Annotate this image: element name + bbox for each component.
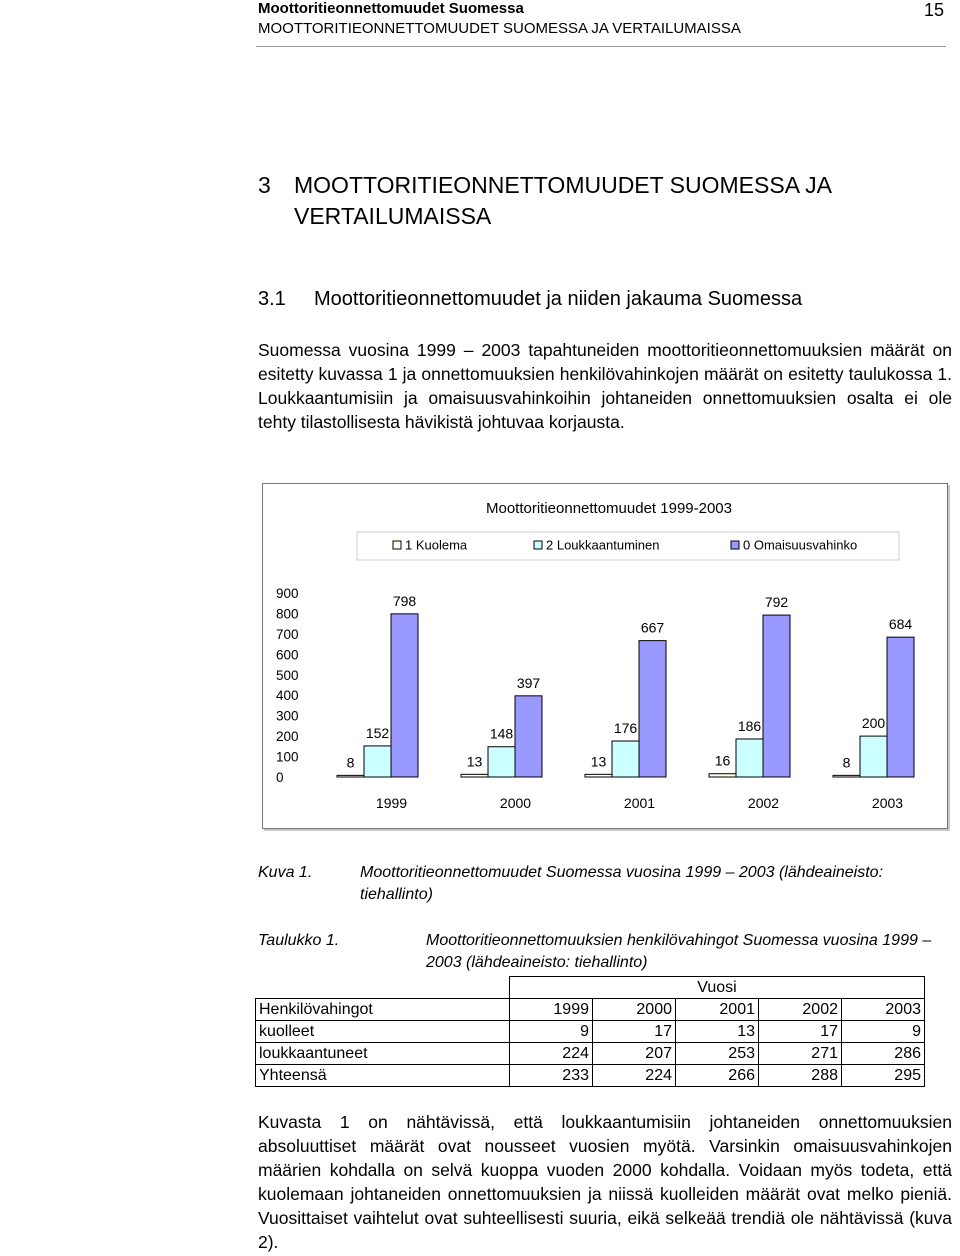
table-row-label: loukkaantuneet <box>256 1043 510 1065</box>
bar <box>364 746 391 777</box>
chapter-title-line2: VERTAILUMAISSA <box>294 203 492 229</box>
legend-label: 0 Omaisuusvahinko <box>743 537 858 553</box>
bar <box>860 736 887 777</box>
y-tick-label: 700 <box>276 626 299 642</box>
data-label: 186 <box>737 717 762 734</box>
table-cell: 17 <box>759 1021 842 1043</box>
page-header-subtitle: MOOTTORITIEONNETTOMUUDET SUOMESSA JA VERTAILUMAISSA <box>258 20 741 37</box>
bar <box>515 696 542 777</box>
data-label: 667 <box>640 619 665 636</box>
bar <box>736 739 763 777</box>
table-header-row <box>256 999 925 1021</box>
table-year-cell: 2003 <box>842 999 925 1021</box>
chapter-number: 3 <box>258 172 271 198</box>
x-tick-label: 2001 <box>623 795 656 811</box>
injury-table <box>255 976 925 1087</box>
x-tick-label: 2000 <box>499 795 532 811</box>
x-tick-label: 1999 <box>375 795 408 811</box>
section-heading <box>258 288 802 311</box>
table-cell: 271 <box>759 1043 842 1065</box>
bar <box>639 641 666 777</box>
header-rule <box>256 46 946 47</box>
y-tick-label: 0 <box>276 770 284 785</box>
y-tick-label: 600 <box>276 647 299 663</box>
table-row <box>256 1021 925 1043</box>
table-row-label: kuolleet <box>256 1021 510 1043</box>
page-number: 15 <box>924 0 945 20</box>
table-cell: 266 <box>676 1065 759 1087</box>
bar <box>461 774 488 777</box>
y-tick-label: 200 <box>276 729 299 745</box>
data-label: 16 <box>714 752 731 769</box>
intro-paragraph: Suomessa vuosina 1999 – 2003 tapahtuneiden moottoritieonnettomuuksien määrät on esitetty kuvassa 1 ja onnettomuuksien henkilövahinkojen määrät on esitetty taulukossa 1. Loukkaantumisiin ja omaisuusvahinkoihin johtaneiden onnettomuuksien osalta ei ole tehty tilastollisesta hävikistä johtuvaa korjausta. <box>258 340 952 432</box>
x-tick-label: 2003 <box>871 795 904 811</box>
table-cell: 288 <box>759 1065 842 1087</box>
table-cell: 233 <box>510 1065 593 1087</box>
y-tick-label: 500 <box>276 667 299 683</box>
page-header-title: Moottoritieonnettomuudet Suomessa <box>258 0 524 17</box>
chapter-title-line1: MOOTTORITIEONNETTOMUUDET SUOMESSA JA <box>294 172 832 198</box>
figure-caption-label: Kuva 1. <box>258 864 313 881</box>
section-title: Moottoritieonnettomuudet ja niiden jakauma Suomessa <box>314 288 803 310</box>
table-group-header: Vuosi <box>510 977 925 999</box>
table-row-header: Henkilövahingot <box>256 999 510 1021</box>
table-row-label: Yhteensä <box>256 1065 510 1087</box>
legend-swatch <box>731 541 739 549</box>
data-label: 792 <box>764 594 789 611</box>
table-year-cell: 1999 <box>510 999 593 1021</box>
data-label: 8 <box>346 754 355 771</box>
legend-swatch <box>393 541 401 549</box>
table-row <box>256 1043 925 1065</box>
data-label: 152 <box>365 724 390 741</box>
data-label: 200 <box>861 715 886 732</box>
section-number: 3.1 <box>258 288 286 310</box>
table-cell: 9 <box>842 1021 925 1043</box>
table-cell: 207 <box>593 1043 676 1065</box>
table-cell: 13 <box>676 1021 759 1043</box>
bar <box>763 615 790 777</box>
x-tick-label: 2002 <box>747 795 780 811</box>
table-cell: 286 <box>842 1043 925 1065</box>
data-label: 397 <box>516 674 541 691</box>
data-label: 798 <box>392 592 417 609</box>
table-cell: 224 <box>510 1043 593 1065</box>
bar <box>709 774 736 777</box>
table-year-cell: 2001 <box>676 999 759 1021</box>
data-label: 13 <box>590 753 607 770</box>
bar <box>488 747 515 777</box>
chart <box>262 483 948 829</box>
table-cell: 295 <box>842 1065 925 1087</box>
data-label: 176 <box>613 720 638 737</box>
y-tick-label: 100 <box>276 749 299 765</box>
table-cell: 17 <box>593 1021 676 1043</box>
table-cell: 253 <box>676 1043 759 1065</box>
table-row <box>256 1065 925 1087</box>
table-year-cell: 2000 <box>593 999 676 1021</box>
y-tick-label: 400 <box>276 688 299 704</box>
chart-svg <box>263 484 947 828</box>
table-cell: 9 <box>510 1021 593 1043</box>
bar <box>833 775 860 777</box>
table-group-row <box>256 977 925 999</box>
y-tick-label: 800 <box>276 606 299 622</box>
bar <box>337 775 364 777</box>
conclusion-paragraph: Kuvasta 1 on nähtävissä, että loukkaantumisiin johtaneiden onnettomuuksien absoluuttiset määrät ovat nousseet vuosien myötä. Varsinkin omaisuusvahinkojen määrien kohdalla on selvä kuoppa vuoden 2000 kohdalla. Voidaan myös todeta, että kuolemaan johtaneiden onnettomuuksien ja niissä kuolleiden määrät ovat melko pieniä. Vuosittaiset vaihtelut ovat suhteellisesti suuria, eikä selkeää trendiä ole nähtävissä (kuva 2). <box>258 1112 952 1252</box>
bar <box>887 637 914 777</box>
y-tick-label: 900 <box>276 586 299 601</box>
legend-swatch <box>534 541 542 549</box>
data-label: 8 <box>842 754 851 771</box>
legend-label: 1 Kuolema <box>405 537 468 553</box>
chart-title: Moottoritieonnettomuudet 1999-2003 <box>485 500 733 517</box>
chapter-heading <box>258 170 832 232</box>
table-empty-corner <box>256 977 510 999</box>
legend-label: 2 Loukkaantuminen <box>546 537 660 553</box>
bar <box>391 614 418 777</box>
data-label: 13 <box>466 753 483 770</box>
y-tick-label: 300 <box>276 708 299 724</box>
bar <box>612 741 639 777</box>
bar <box>585 774 612 777</box>
figure-caption-text: Moottoritieonnettomuudet Suomessa vuosina 1999 – 2003 (lähdeaineisto: tiehallinto) <box>360 864 884 903</box>
table-year-cell: 2002 <box>759 999 842 1021</box>
data-label: 148 <box>489 725 514 742</box>
table-caption-label: Taulukko 1. <box>258 932 340 949</box>
chapter-title <box>294 170 832 232</box>
table-cell: 224 <box>593 1065 676 1087</box>
table-caption-text: Moottoritieonnettomuuksien henkilövahingot Suomessa vuosina 1999 – 2003 (lähdeaineisto: tiehallinto) <box>426 932 932 971</box>
data-label: 684 <box>888 616 913 633</box>
